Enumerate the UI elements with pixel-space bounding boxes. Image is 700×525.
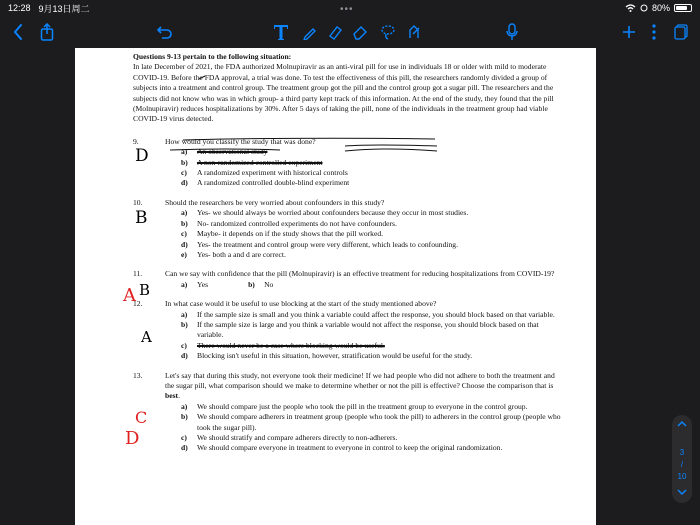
option-text: Maybe- it depends on if the study shows that the pill worked.	[197, 229, 384, 239]
question-text-part: Let's say that during this study, not everyone took their medicine! If we had people who did not adhere to both the treatment and the sugar pill, what comparison should we make to determine whether or not the pill is effective? Choose the comparison that is	[165, 370, 555, 390]
back-chevron-icon[interactable]	[10, 20, 26, 44]
handwritten-answer-q10: B	[135, 208, 148, 228]
question-11	[133, 269, 563, 290]
option[interactable]	[181, 208, 563, 218]
option-text: We should compare just the people who took the pill in the treatment group to everyone in the control group.	[197, 401, 528, 411]
option[interactable]	[181, 402, 563, 412]
eraser-icon[interactable]	[350, 20, 370, 44]
battery-fill	[676, 6, 687, 10]
option[interactable]	[181, 158, 563, 168]
option[interactable]	[181, 168, 563, 178]
option-text: We should compare adherers in treatment group (people who took the pill) to adherers in the control group (people who took the sugar pill).	[197, 412, 561, 432]
status-time: 12:28	[8, 3, 31, 13]
questions-heading: Questions 9-13 pertain to the following situation:	[133, 52, 292, 61]
option[interactable]	[181, 412, 563, 433]
option-text: No- randomized controlled experiments do not have confounders.	[197, 218, 397, 228]
question-number: 11.	[133, 269, 143, 279]
option[interactable]	[248, 280, 273, 290]
question-13	[133, 371, 563, 454]
page-navigator[interactable]	[672, 415, 692, 503]
question-text: How would you classify the study that was done?	[165, 136, 316, 146]
option-text: Yes- we should always be worried about confounders because they occur in most studies.	[197, 208, 469, 218]
option[interactable]	[181, 351, 563, 361]
document-text	[133, 52, 563, 454]
question-10	[133, 198, 563, 260]
option-text: Yes- both a and d are correct.	[197, 249, 286, 259]
pages-icon[interactable]	[672, 20, 690, 44]
pen-icon[interactable]	[300, 20, 320, 44]
option[interactable]	[181, 310, 563, 320]
handwritten-answer-q13: D	[125, 428, 140, 449]
option[interactable]	[181, 147, 563, 157]
option[interactable]	[181, 341, 563, 351]
share-icon[interactable]	[38, 20, 56, 44]
question-number: 12.	[133, 299, 143, 309]
status-date: 9月13日周二	[38, 3, 90, 14]
page-separator: /	[680, 460, 684, 469]
option-letter: a)	[181, 147, 188, 157]
option[interactable]	[181, 250, 563, 260]
option-text: Yes	[197, 279, 209, 289]
drag-handle[interactable]: •••	[340, 4, 354, 15]
option-letter: c)	[181, 229, 187, 239]
option-text: Blocking isn't useful in this situation, however, stratification would be useful for the study.	[197, 351, 473, 361]
option-letter: b)	[181, 412, 188, 422]
option[interactable]	[181, 219, 563, 229]
handwritten-answer-q13-top: C	[135, 408, 148, 427]
add-icon[interactable]	[620, 20, 638, 44]
question-number: 13.	[133, 370, 143, 380]
option-letter: c)	[181, 433, 187, 442]
option-text: We should compare everyone in treatment to everyone in control to keep the original randomization.	[197, 443, 503, 453]
option-letter: c)	[181, 168, 187, 178]
option-letter: d)	[181, 178, 188, 188]
handwritten-answer-q11: B	[139, 281, 151, 299]
option-text: An observational study	[197, 147, 268, 157]
option-text: Yes- the treatment and control group were very different, which leads to confounding.	[197, 239, 458, 249]
option-letter: a)	[181, 279, 188, 289]
shape-icon[interactable]	[404, 20, 424, 44]
question-text-emphasis: best	[165, 391, 179, 401]
status-right	[625, 3, 692, 13]
scenario-paragraph: In late December of 2021, the FDA authorized Molnupiravir as an anti-viral pill for use in individuals 18 or older with mild to moderate COVID-19. Before the FDA approval, a trial was done. To test the effectiveness of this pill, the researchers randomly divided a group of subjects into a treatment and control group. The treatment group got the pill and the control group got a sugar pill. The researchers and the subjects did not know who was in which group- a third party kept track of this information. At the end of the study, they found that the pill (Molnupiravir) reduces hospitalizations by 30%. After 5 days of taking the pill, none of the individuals in the treatment group had viable COVID-19 virus detected.	[133, 62, 554, 124]
option-letter: b)	[181, 157, 188, 167]
option-text: A randomized experiment with historical controls	[197, 168, 348, 178]
total-pages: 10	[677, 472, 687, 481]
option-text: We should stratify and compare adherers directly to non-adherers.	[197, 433, 398, 442]
option-letter: e)	[181, 249, 187, 259]
option-text: No	[264, 279, 274, 289]
handwritten-answer-q12: A	[141, 328, 152, 346]
handwritten-answer-q11-red: A	[123, 285, 136, 306]
option[interactable]	[181, 229, 563, 239]
option-letter: b)	[248, 279, 255, 289]
highlighter-icon[interactable]	[325, 20, 345, 44]
option[interactable]	[181, 240, 563, 250]
chevron-up-icon[interactable]	[672, 419, 692, 433]
question-12	[133, 299, 563, 361]
question-text: Should the researchers be very worried about confounders in this study?	[165, 197, 385, 207]
option-letter: b)	[181, 218, 188, 228]
option[interactable]	[181, 320, 563, 341]
chevron-down-icon[interactable]	[672, 487, 692, 501]
question-9	[133, 137, 563, 189]
option-letter: a)	[181, 309, 188, 319]
question-number: 10.	[133, 197, 143, 207]
question-number: 9.	[133, 136, 139, 146]
option-text: If the sample size is small and you think a variable could affect the response, you should block based on that variable.	[197, 309, 555, 319]
question-text	[165, 371, 563, 402]
option-letter: d)	[181, 239, 188, 249]
battery-percent: 80%	[651, 3, 670, 13]
option-letter: a)	[181, 208, 188, 218]
wifi-icon	[625, 4, 636, 12]
option-text: There would never be a case where blocking would be useful.	[197, 340, 385, 350]
current-page: 3	[679, 448, 685, 457]
option-text: If the sample size is large and you think a variable would not affect the response, you should block based on that variable.	[197, 319, 539, 340]
microphone-icon[interactable]	[503, 20, 521, 44]
option-text: A non-randomized controlled experiment	[197, 157, 323, 167]
question-text: Can we say with confidence that the pill (Molnupiravir) is an effective treatment for reducing hospitalizations from COVID-19?	[165, 269, 555, 279]
option-letter: b)	[181, 319, 188, 329]
option[interactable]	[181, 280, 208, 290]
option[interactable]	[181, 178, 563, 188]
location-icon	[640, 4, 648, 12]
option-letter: d)	[181, 443, 188, 453]
handwritten-answer-q9: D	[135, 146, 149, 166]
toolbar	[0, 16, 700, 48]
option[interactable]	[181, 443, 563, 453]
option-text: A randomized controlled double-blind experiment	[197, 178, 350, 188]
question-text: In what case would it be useful to use blocking at the start of the study mentioned above?	[165, 299, 437, 309]
undo-icon[interactable]	[155, 20, 175, 44]
option-letter: a)	[181, 401, 188, 411]
option-letter: d)	[181, 351, 188, 361]
inline-options	[181, 280, 563, 290]
document-page[interactable]	[75, 48, 596, 525]
lasso-icon[interactable]	[378, 20, 398, 44]
option[interactable]	[181, 433, 563, 443]
question-text-part: .	[178, 391, 180, 401]
battery-icon	[674, 4, 692, 12]
text-tool-icon[interactable]	[270, 20, 292, 44]
more-icon[interactable]	[648, 20, 660, 44]
option-letter: c)	[181, 340, 187, 350]
